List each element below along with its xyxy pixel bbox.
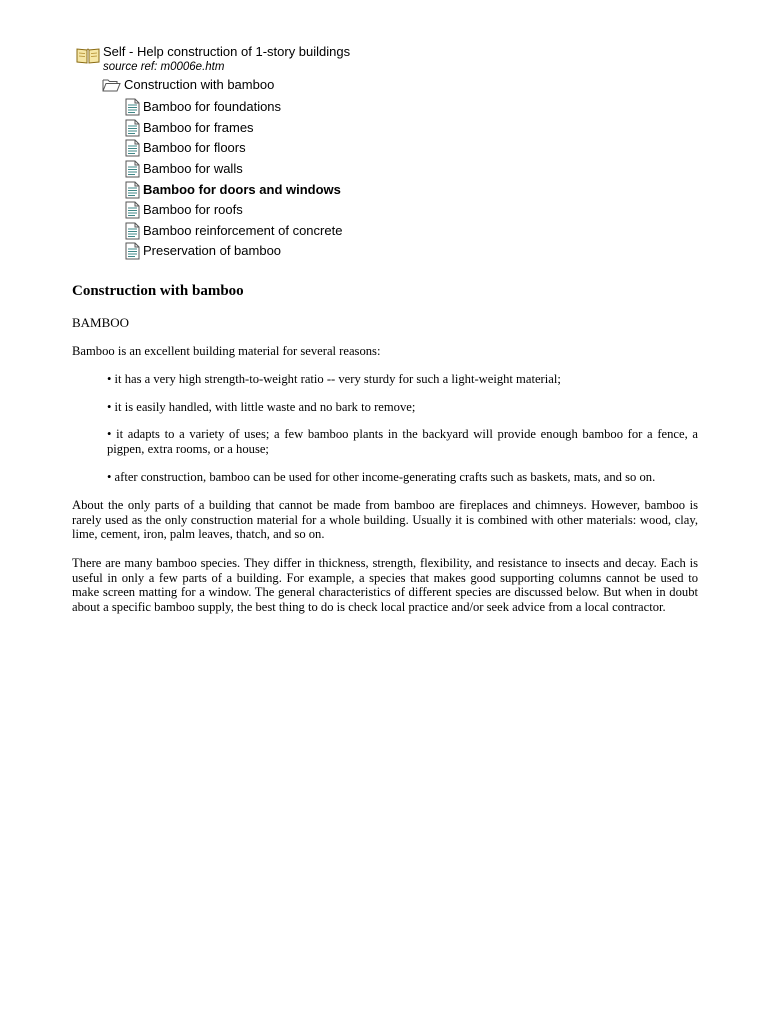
chapter-item[interactable] <box>125 221 350 242</box>
list-item: • it adapts to a variety of uses; a few bamboo plants in the backyard will provide enough bamboo for a fence, a pigpen, extra rooms, or a house; <box>107 427 698 456</box>
document-page-icon <box>125 242 140 260</box>
list-item: • it has a very high strength-to-weight ratio -- very sturdy for such a light-weight material; <box>107 372 561 387</box>
chapter-item-label[interactable]: Bamboo for foundations <box>143 99 282 115</box>
chapter-item-label[interactable]: Bamboo for floors <box>143 140 246 156</box>
source-ref: source ref: m0006e.htm <box>103 61 225 73</box>
chapter-item-label[interactable]: Bamboo for walls <box>143 161 243 177</box>
chapter-item-label[interactable]: Bamboo for roofs <box>143 202 243 218</box>
article-body <box>72 282 698 628</box>
article-heading: Construction with bamboo <box>72 283 244 299</box>
body-paragraph: About the only parts of a building that cannot be made from bamboo are fireplaces and chimneys. However, bamboo is rarely used as the only construction material for a whole building. Usually it is combined with other materials: wood, clay, lime, cement, iron, palm leaves, thatch, and so on. <box>72 498 698 542</box>
list-item: • it is easily handled, with little waste and no bark to remove; <box>107 399 416 414</box>
article-subheading: BAMBOO <box>72 315 130 330</box>
chapter-item[interactable] <box>125 179 350 200</box>
book-title[interactable]: Self - Help construction of 1-story buildings <box>103 44 351 59</box>
chapter-label: Construction with bamboo <box>124 77 275 92</box>
chapter-item-label[interactable]: Preservation of bamboo <box>143 243 282 259</box>
chapter-entry[interactable] <box>102 76 350 94</box>
open-folder-icon <box>102 78 121 92</box>
document-page-icon <box>125 139 140 157</box>
chapter-item[interactable] <box>125 138 350 159</box>
book-text <box>103 44 350 74</box>
reasons-list <box>107 372 698 484</box>
chapter-item[interactable] <box>125 159 350 180</box>
chapter-item[interactable] <box>125 241 350 262</box>
chapter-item-label[interactable]: Bamboo for doors and windows <box>143 181 341 197</box>
document-page-icon <box>125 201 140 219</box>
chapter-item[interactable] <box>125 200 350 221</box>
document-page-icon <box>125 98 140 116</box>
document-page-icon <box>125 119 140 137</box>
list-item: • after construction, bamboo can be used for other income-generating crafts such as baskets, mats, and so on. <box>107 469 656 484</box>
chapter-item-label[interactable]: Bamboo reinforcement of concrete <box>143 222 343 238</box>
body-paragraph: There are many bamboo species. They differ in thickness, strength, flexibility, and resistance to insects and decay. Each is useful in only a few parts of a building. For example, a species that makes good supporting columns cannot be used to make screen matting for a window. The general characteristics of different species are discussed below. But when in doubt about a specific bamboo supply, the best thing to do is check local practice and/or seek advice from a local contractor. <box>72 555 698 614</box>
document-page-icon <box>125 222 140 240</box>
chapter-items <box>125 97 350 262</box>
navigation-tree <box>76 44 350 262</box>
book-entry[interactable] <box>76 44 350 74</box>
chapter-item[interactable] <box>125 97 350 118</box>
intro-paragraph: Bamboo is an excellent building material for several reasons: <box>72 343 381 358</box>
open-book-icon <box>76 46 100 64</box>
document-page-icon <box>125 181 140 199</box>
document-page-icon <box>125 160 140 178</box>
chapter-item-label[interactable]: Bamboo for frames <box>143 119 254 135</box>
chapter-item[interactable] <box>125 118 350 139</box>
